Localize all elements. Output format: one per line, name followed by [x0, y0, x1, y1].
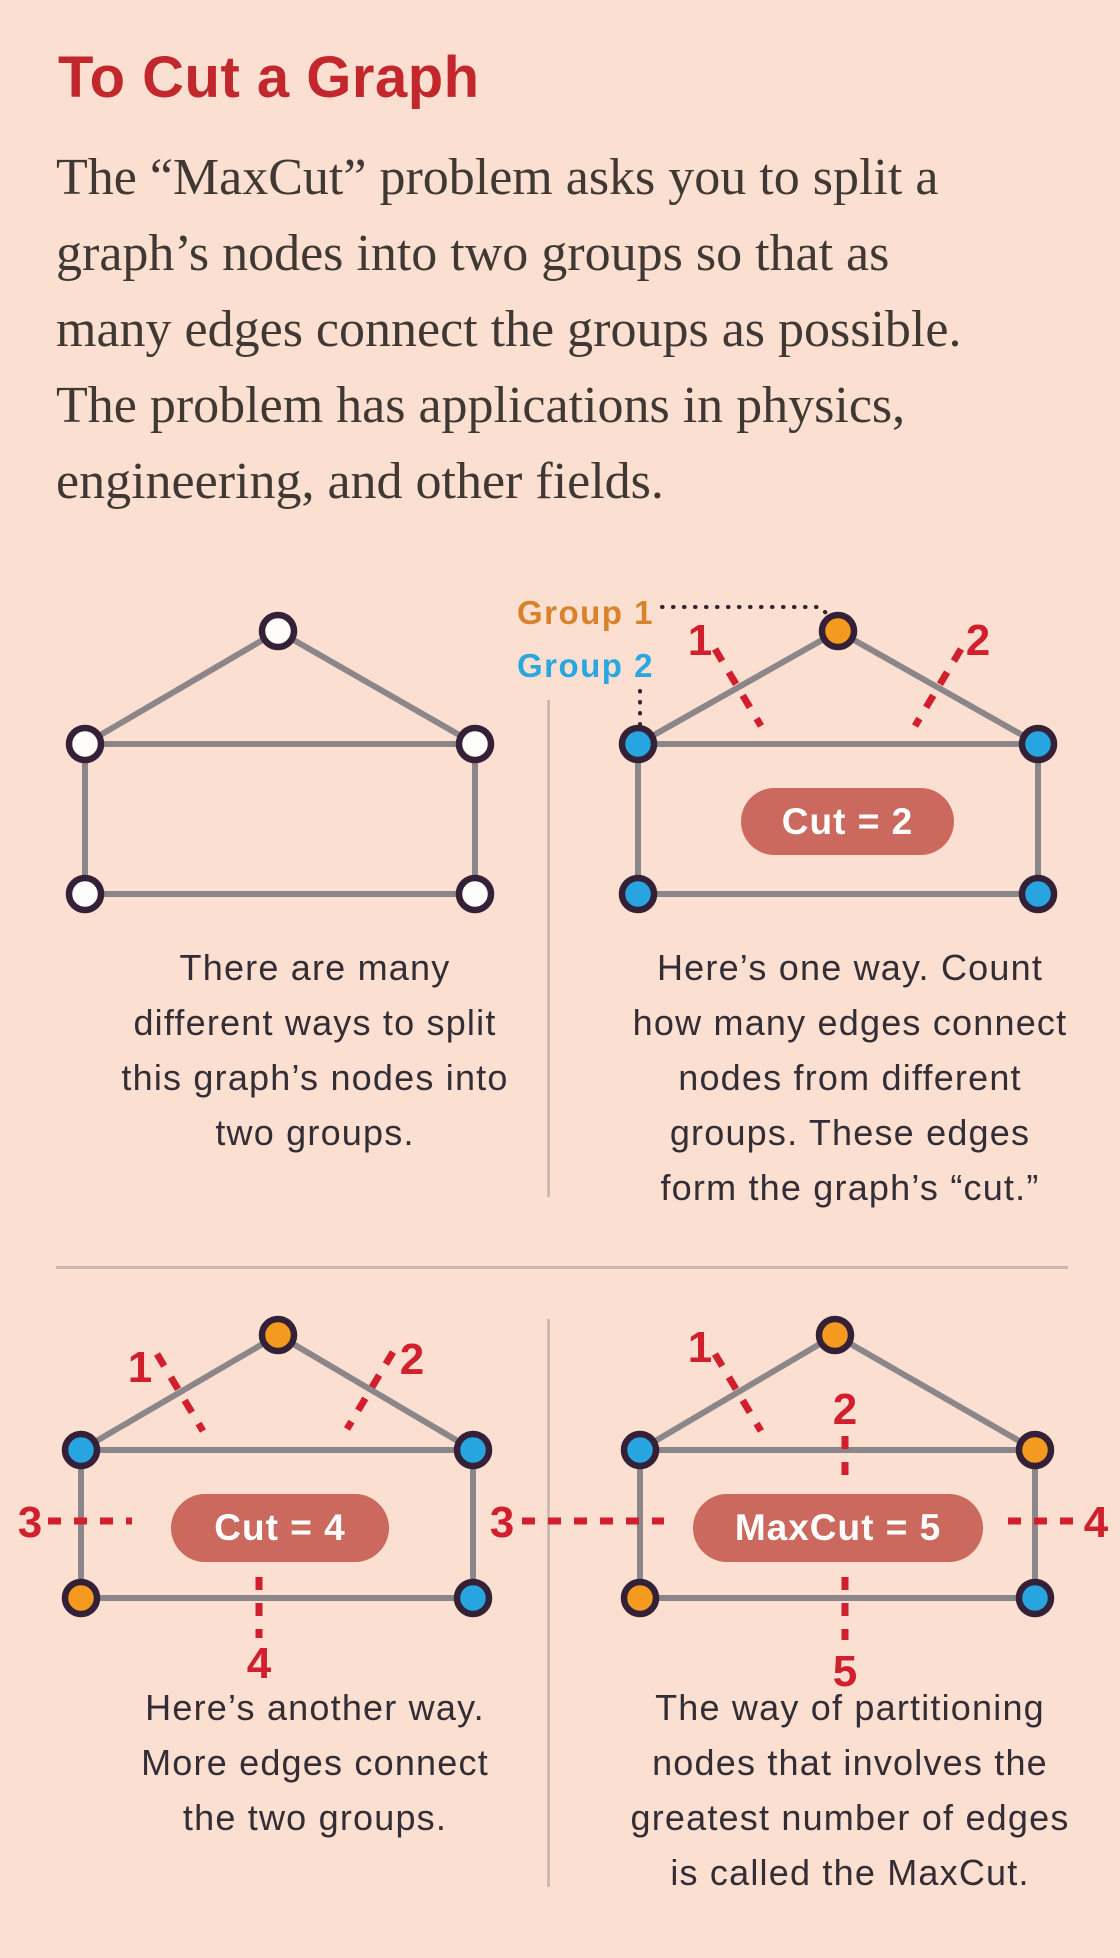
caption-line: form the graph’s “cut.” [660, 1167, 1040, 1208]
badge-maxcut5: MaxCut = 5 [693, 1494, 983, 1562]
intro-line: many edges connect the groups as possible. [56, 301, 962, 358]
intro-line: graph’s nodes into two groups so that as [56, 225, 890, 282]
cut-number-4: 4 [1083, 1498, 1109, 1547]
cut-number-3: 3 [489, 1498, 515, 1547]
node-bottom-right [1019, 1582, 1051, 1614]
edge-roof-left [85, 631, 278, 744]
edge-roof-left [81, 1335, 278, 1450]
cut-number-5: 5 [832, 1647, 858, 1696]
cut-number-1: 1 [127, 1343, 153, 1392]
edge-roof-left [638, 631, 838, 744]
page-title: To Cut a Graph [58, 45, 480, 110]
edge-roof-right [278, 1335, 473, 1450]
caption-line: is called the MaxCut. [670, 1852, 1030, 1893]
graph-panel-cut-2 [480, 560, 1120, 980]
node-bottom-left [624, 1582, 656, 1614]
edge-roof-right [838, 631, 1038, 744]
node-top [819, 1319, 851, 1351]
caption-line: this graph’s nodes into [121, 1057, 509, 1098]
node-mid-left [65, 1434, 97, 1466]
legend-group2-label: Group 2 [516, 647, 654, 684]
node-mid-right [1019, 1434, 1051, 1466]
caption-line: Here’s another way. [145, 1687, 485, 1728]
badge-cut2: Cut = 2 [741, 788, 954, 855]
edge-roof-right [832, 1335, 1035, 1450]
node-top [262, 615, 294, 647]
caption-line: how many edges connect [632, 1002, 1068, 1043]
cut-number-4: 4 [246, 1639, 272, 1688]
legend-group1-label: Group 1 [516, 594, 654, 631]
caption-line: nodes from different [678, 1057, 1022, 1098]
node-mid-left [624, 1434, 656, 1466]
caption-panel-maxcut-5 [610, 1680, 1090, 1900]
caption-line: There are many [179, 947, 451, 988]
caption-line: More edges connect [141, 1742, 489, 1783]
nodes [69, 615, 491, 910]
cut-number-1: 1 [687, 1323, 713, 1372]
edge-roof-left [640, 1335, 835, 1450]
caption-line: two groups. [215, 1112, 415, 1153]
caption-panel-cut-4 [75, 1680, 555, 1845]
node-bottom-right [1022, 878, 1054, 910]
node-bottom-left [622, 878, 654, 910]
node-bottom-left [65, 1582, 97, 1614]
divider-horizontal [56, 1266, 1068, 1269]
caption-panel-many-ways [75, 940, 555, 1160]
intro-line: The problem has applications in physics, [56, 377, 906, 434]
caption-panel-cut-2 [610, 940, 1090, 1215]
caption-line: different ways to split [133, 1002, 497, 1043]
node-mid-right [1022, 728, 1054, 760]
cut-number-1: 1 [687, 616, 713, 665]
cut-number-2: 2 [965, 616, 991, 665]
graph-panel-many-ways [0, 560, 560, 980]
caption-line: Here’s one way. Count [656, 947, 1044, 988]
node-top [262, 1319, 294, 1351]
intro-line: The “MaxCut” problem asks you to split a [56, 149, 939, 206]
caption-line: nodes that involves the [652, 1742, 1048, 1783]
badge-cut4: Cut = 4 [171, 1494, 389, 1562]
cut-number-2: 2 [832, 1385, 858, 1434]
edge-roof-right [278, 631, 475, 744]
node-top [822, 615, 854, 647]
node-bottom-left [69, 878, 101, 910]
cut-number-2: 2 [399, 1335, 425, 1384]
caption-line: The way of partitioning [655, 1687, 1045, 1728]
cut-number-3: 3 [17, 1498, 43, 1547]
caption-line: the two groups. [182, 1797, 448, 1838]
caption-line: groups. These edges [669, 1112, 1031, 1153]
edges [85, 631, 475, 894]
intro-line: engineering, and other fields. [56, 453, 664, 510]
node-mid-left [69, 728, 101, 760]
caption-line: greatest number of edges [630, 1797, 1070, 1838]
intro-paragraph [56, 140, 1086, 520]
node-mid-left [622, 728, 654, 760]
